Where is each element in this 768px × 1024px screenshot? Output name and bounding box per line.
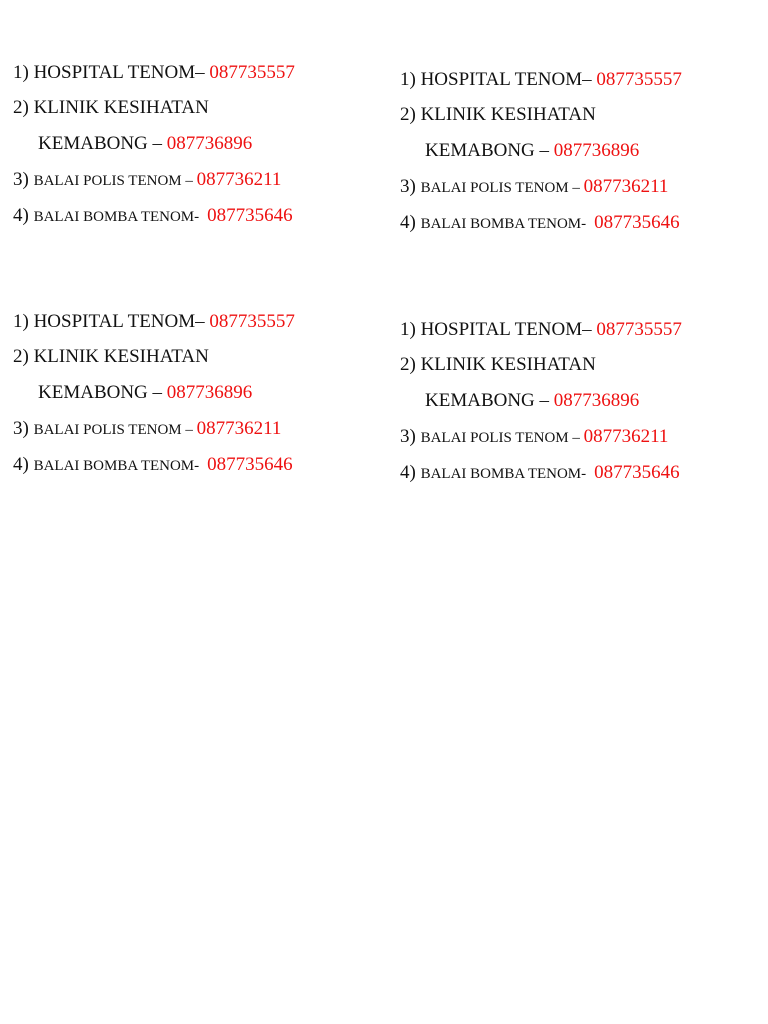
clinic-location-label: KEMABONG – [38, 382, 167, 403]
fire-phone: 087735646 [207, 454, 293, 475]
police-label: BALAI POLIS TENOM – [420, 180, 584, 196]
police-number: 3) [13, 169, 34, 190]
police-line [400, 177, 668, 196]
clinic-location-line [38, 134, 252, 153]
hospital-line [13, 312, 295, 331]
clinic-line [13, 347, 209, 366]
clinic-location-label: KEMABONG – [425, 390, 554, 411]
clinic-location-label: KEMABONG – [425, 140, 554, 161]
fire-number: 4) [400, 212, 421, 233]
fire-label: BALAI BOMBA TENOM- [420, 216, 587, 232]
fire-line [400, 213, 680, 232]
clinic-location-line [425, 391, 639, 410]
hospital-label: 1) HOSPITAL TENOM– [400, 69, 597, 90]
police-line [13, 170, 281, 189]
clinic-phone: 087736896 [166, 133, 253, 154]
police-phone: 087736211 [583, 426, 669, 447]
clinic-line [400, 355, 596, 374]
fire-line [13, 455, 293, 474]
hospital-line [400, 320, 682, 339]
hospital-line [400, 70, 682, 89]
hospital-label: 1) HOSPITAL TENOM– [13, 62, 210, 83]
hospital-label: 1) HOSPITAL TENOM– [400, 319, 597, 340]
police-label: BALAI POLIS TENOM – [33, 422, 197, 438]
fire-phone: 087735646 [594, 212, 680, 233]
hospital-line [13, 63, 295, 82]
clinic-phone: 087736896 [166, 382, 253, 403]
police-line [13, 419, 281, 438]
police-line [400, 427, 668, 446]
fire-line [400, 463, 680, 482]
hospital-label: 1) HOSPITAL TENOM– [13, 311, 210, 332]
hospital-phone: 087735557 [209, 311, 295, 332]
police-number: 3) [13, 418, 34, 439]
clinic-label: 2) KLINIK KESIHATAN [400, 354, 596, 375]
fire-line [13, 206, 293, 225]
clinic-phone: 087736896 [553, 140, 640, 161]
clinic-label: 2) KLINIK KESIHATAN [13, 346, 209, 367]
clinic-location-label: KEMABONG – [38, 133, 167, 154]
fire-label: BALAI BOMBA TENOM- [33, 458, 200, 474]
hospital-phone: 087735557 [596, 319, 682, 340]
police-phone: 087736211 [196, 169, 282, 190]
police-label: BALAI POLIS TENOM – [420, 430, 584, 446]
clinic-location-line [38, 383, 252, 402]
fire-label: BALAI BOMBA TENOM- [420, 466, 587, 482]
clinic-line [400, 105, 596, 124]
clinic-label: 2) KLINIK KESIHATAN [400, 104, 596, 125]
fire-number: 4) [400, 462, 421, 483]
clinic-label: 2) KLINIK KESIHATAN [13, 97, 209, 118]
police-number: 3) [400, 426, 421, 447]
fire-number: 4) [13, 205, 34, 226]
police-label: BALAI POLIS TENOM – [33, 173, 197, 189]
hospital-phone: 087735557 [209, 62, 295, 83]
police-number: 3) [400, 176, 421, 197]
fire-label: BALAI BOMBA TENOM- [33, 209, 200, 225]
fire-number: 4) [13, 454, 34, 475]
fire-phone: 087735646 [207, 205, 293, 226]
fire-phone: 087735646 [594, 462, 680, 483]
clinic-location-line [425, 141, 639, 160]
clinic-line [13, 98, 209, 117]
police-phone: 087736211 [583, 176, 669, 197]
police-phone: 087736211 [196, 418, 282, 439]
hospital-phone: 087735557 [596, 69, 682, 90]
clinic-phone: 087736896 [553, 390, 640, 411]
